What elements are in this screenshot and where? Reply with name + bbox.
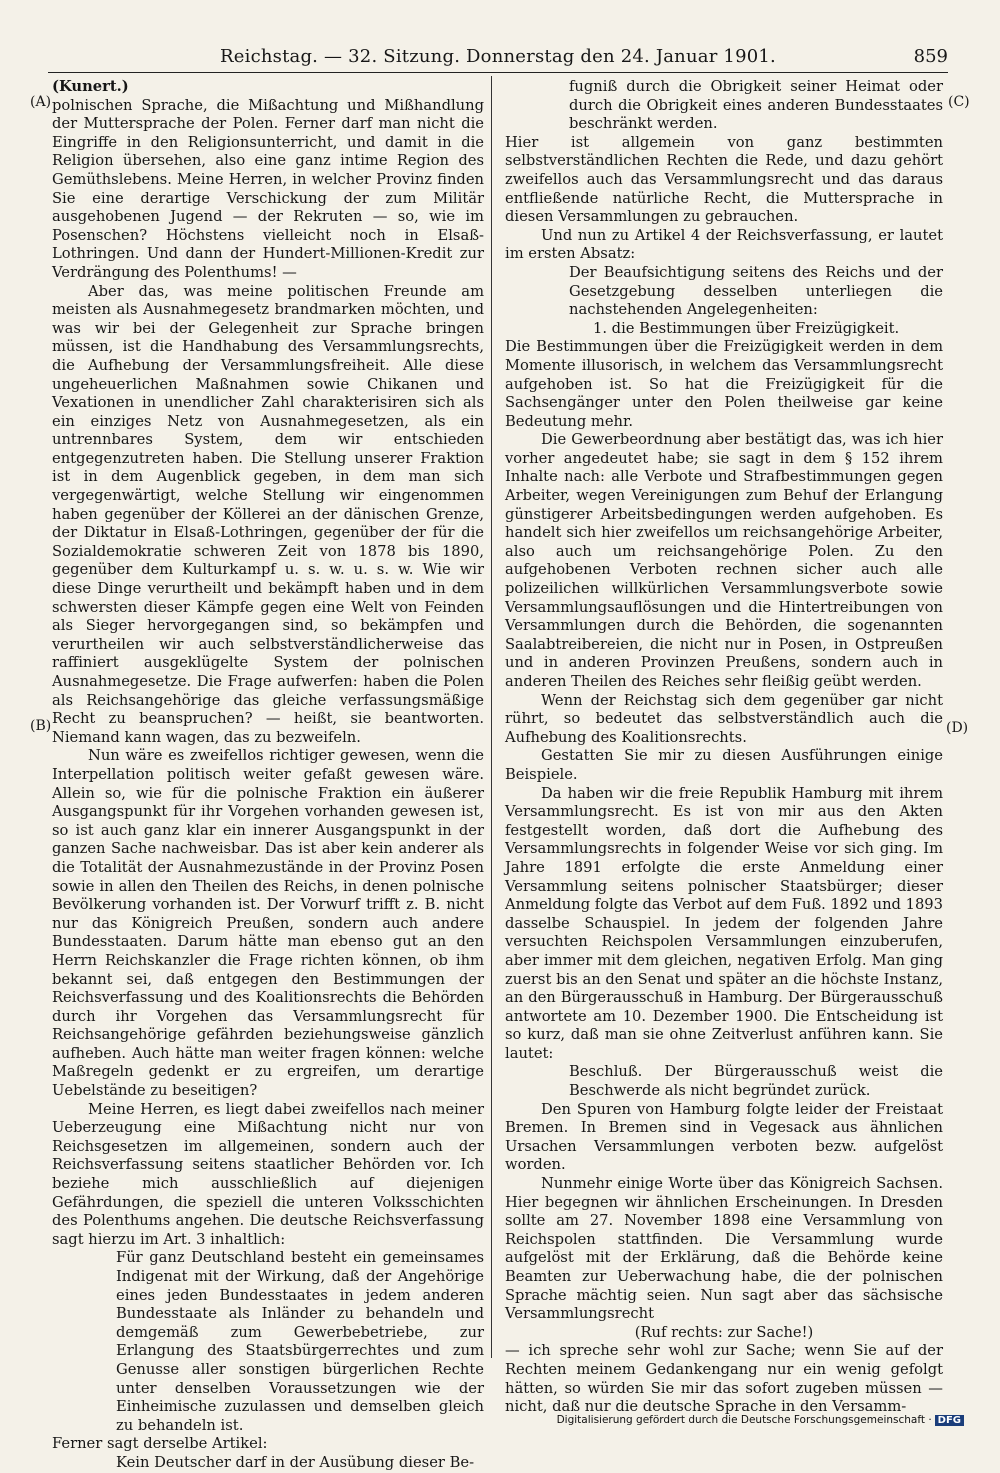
quotation: Kein Deutscher darf in der Ausübung dieser Be- [116,1453,475,1471]
paragraph: Aber das, was meine politischen Freunde am meisten als Ausnahmegesetz brandmarken möchten, und was wir bei der Gelegenheit zur Sprache bringen müssen, ist die Handhabung des Versammlungsrechts, die Aufhebung der Versammlungsfreiheit. Alle diese ungeheuerlichen Maßnahmen sowie Chikanen und Vexationen in unendlicher Zahl charakterisiren sich als ein einziges Netz von Ausnahmegesetzen, als ein untrennbares System, dem wir entschieden entgegenzutreten haben. Die Stellung unserer Fraktion ist in dem Augenblick gegeben, in dem man sich vergegenwärtigt, welche Stellung wir eingenommen haben gegenüber der Köllerei an der dänischen Grenze, der Diktatur in Elsaß-Lothringen, gegenüber der für die Sozialdemokratie schweren Zeit von 1878 bis 1890, gegenüber dem Kulturkampf u. s. w. u. s. w. Wie wir diese Dinge verurtheilt und bekämpft haben und in dem schwersten dieser Kämpfe gegen eine Welt von Feinden als Sieger hervorgegangen sind, so bekämpfen und verurtheilen wir auch selbstverständlicherweise das raffiniert ausgeklügelte System der polnischen Ausnahmegesetze. Die Frage aufwerfen: haben die Polen als Reichsangehörige das gleiche verfassungsmäßige Recht zu beanspruchen? — heißt, sie beantworten. Niemand kann wagen, das zu bezweifeln. [52,282,484,746]
paragraph: Die Bestimmungen über die Freizügigkeit werden in dem Momente illusorisch, in welchem das Versammlungsrecht aufgehoben ist. So hat die Freizügigkeit für die Sachsengänger unter den Polen theilweise gar keine Bedeutung mehr. [505,338,943,430]
footer-text: Digitalisierung gefördert durch die Deutsche Forschungsgemeinschaft · [556,1414,932,1426]
margin-marker-b: (B) [30,718,52,734]
paragraph: Nunmehr einige Worte über das Königreich Sachsen. Hier begegnen wir ähnlichen Erscheinungen. In Dresden sollte am 27. November 1898 eine Versammlung von Reichspolen stattfinden. Die Versammlung wurde aufgelöst mit der Erklärung, daß die Behörde keine Beamten zur Ueberwachung habe, die der polnischen Sprache mächtig seien. Nun sagt aber das sächsische Versammlungsrecht [505,1175,943,1323]
paragraph: Ferner sagt derselbe Artikel: [52,1435,268,1453]
margin-marker-a: (A) [30,94,52,110]
paragraph: polnischen Sprache, die Mißachtung und Mißhandlung der Muttersprache der Polen. Ferner darf man nicht die Eingriffe in den Religionsunterricht, und damit in die Religion übersehen, also eine ganz intime Region des Gemüthslebens. Meine Herren, in welcher Provinz finden Sie eine derartige Verschickung der zum Militär ausgehobenen Jugend — der Rekruten — so, wie im Posenschen? Höchstens vielleicht noch in Elsaß-Lothringen. Und dann der Hundert-Millionen-Kredit zur Verdrängung des Polenthums! — [52,96,484,281]
right-column [505,78,943,1417]
paragraph: Und nun zu Artikel 4 der Reichsverfassung, er lautet im ersten Absatz: [505,226,943,263]
quotation-item: 1. die Bestimmungen über Freizügigkeit. [593,319,900,337]
margin-marker-d: (D) [946,720,969,736]
paragraph: Gestatten Sie mir zu diesen Ausführungen einige Beispiele. [505,747,943,783]
left-column [52,78,484,1473]
quotation: fugniß durch die Obrigkeit seiner Heimat oder durch die Obrigkeit eines anderen Bundesstaates beschränkt werden. [569,78,943,133]
quotation: Für ganz Deutschland besteht ein gemeinsames Indigenat mit der Wirkung, daß der Angehörige eines jeden Bundesstaates in jedem anderen Bundesstaate als Inländer zu behandeln und demgemäß zum Gewerbebetriebe, zur Erlangung des Staatsbürgerrechtes und zum Genusse aller sonstigen bürgerlichen Rechte unter denselben Voraussetzungen wie der Einheimische zuzulassen und demselben gleich zu behandeln ist. [116,1249,484,1434]
paragraph: Den Spuren von Hamburg folgte leider der Freistaat Bremen. In Bremen sind in Vegesack aus ähnlichen Ursachen Versammlungen verboten bezw. aufgelöst worden. [505,1100,943,1174]
quotation: Beschluß. Der Bürgerausschuß weist die Beschwerde als nicht begründet zurück. [569,1063,943,1100]
margin-marker-c: (C) [948,94,970,110]
header-title: Reichstag. — 32. Sitzung. Donnerstag den 24. Januar 1901. [220,46,776,67]
paragraph: Nun wäre es zweifellos richtiger gewesen, wenn die Interpellation politisch weiter gefaßt gewesen wäre. Allein so, wie für die polnische Fraktion ein äußerer Ausgangspunkt für ihr Vorgehen vorhanden gewesen ist, so ist auch ganz klar ein innerer Ausgangspunkt in der ganzen Sache nachweisbar. Das ist aber kein anderer als die Totalität der Ausnahmezustände in der Provinz Posen sowie in allen den Theilen des Reichs, in denen polnische Bevölkerung vorhanden ist. Der Vorwurf trifft z. B. nicht nur das Königreich Preußen, sondern auch andere Bundesstaaten. Darum hätte man ebenso gut an den Herrn Reichskanzler die Frage richten können, ob ihm bekannt sei, daß entgegen den Bestimmungen der Reichsverfassung und des Koalitionsrechts die Behörden durch ihr Vorgehen das Versammlungsrecht für Reichsangehörige gefährden beziehungsweise gänzlich aufheben. Auch hätte man weiter fragen können: welche Maßregeln gedenkt er zu ergreifen, um derartige Uebelstände zu beseitigen? [52,747,484,1100]
speaker-name: (Kunert.) [52,78,129,95]
paragraph: Wenn der Reichstag sich dem gegenüber gar nicht rührt, so bedeutet das selbstverständlich auch die Aufhebung des Koalitionsrechts. [505,691,943,746]
paragraph: Meine Herren, es liegt dabei zweifellos nach meiner Ueberzeugung eine Mißachtung nicht nur von Reichsgesetzen im allgemeinen, sondern auch der Reichsverfassung seitens staatlicher Behörden vor. Ich beziehe mich ausschließlich auf diejenigen Gefährdungen, die speziell die unteren Volksschichten des Polenthums angehen. Die deutsche Reichsverfassung sagt hierzu im Art. 3 inhaltlich: [52,1100,484,1248]
paragraph: Die Gewerbeordnung aber bestätigt das, was ich hier vorher angedeutet habe; sie sagt in dem § 152 ihrem Inhalte nach: alle Verbote und Strafbestimmungen gegen Arbeiter, wegen Vereinigungen zum Behuf der Erlangung günstigerer Arbeitsbedingungen werden aufgehoben. Es handelt sich hier zweifellos um reichsangehörige Arbeiter, also auch um reichsangehörige Polen. Zu den aufgehobenen Verboten rechnen sicher auch alle polizeilichen willkürlichen Versammlungsverbote sowie Versammlungsauflösungen und die Hintertreibungen von Versammlungen durch die Behörden, die sogenannten Saalabtreibereien, die nicht nur in Posen, in Ostpreußen und in anderen Provinzen Preußens, sondern auch in anderen Theilen des Reiches sehr fleißig geübt werden. [505,431,943,690]
footer-credit [557,1414,964,1426]
paragraph: Da haben wir die freie Republik Hamburg mit ihrem Versammlungsrecht. Es ist von mir aus den Akten festgestellt worden, daß dort die Aufhebung des Versammlungsrechts in folgender Weise vor sich ging. Im Jahre 1891 erfolgte die erste Anmeldung einer Versammlung seitens polnischer Staatsbürger; dieser Anmeldung folgte das Verbot auf dem Fuß. 1892 und 1893 dasselbe Schauspiel. In jedem der folgenden Jahre versuchten Reichspolen Versammlungen einzuberufen, aber immer mit dem gleichen, negativen Erfolg. Man ging zuerst bis an den Senat und später an die höchste Instanz, an den Bürgerausschuß in Hamburg. Der Bürgerausschuß antwortete am 10. Dezember 1900. Die Entscheidung ist so kurz, daß man sie ohne Zeitverlust anführen kann. Sie lautet: [505,784,943,1062]
page-header [48,44,948,73]
column-divider [491,76,492,1358]
paragraph: Hier ist allgemein von ganz bestimmten selbstverständlichen Rechten die Rede, und dazu gehört zweifellos auch das Versammlungsrecht und das daraus entfließende natürliche Recht, die Muttersprache in diesen Versammlungen zu gebrauchen. [505,133,943,226]
paragraph: — ich spreche sehr wohl zur Sache; wenn Sie auf der Rechten meinem Gedankengang nur ein wenig gefolgt hätten, so würden Sie mir das sofort zugeben müssen — nicht, daß nur die deutsche Sprache in den Versamm- [505,1342,943,1416]
page-number: 859 [913,46,948,67]
quotation: Der Beaufsichtigung seitens des Reichs und der Gesetzgebung desselben unterliegen die nachstehenden Angelegenheiten: [569,263,943,319]
interjection: (Ruf rechts: zur Sache!) [634,1323,814,1341]
dfg-logo: DFG [935,1415,964,1426]
